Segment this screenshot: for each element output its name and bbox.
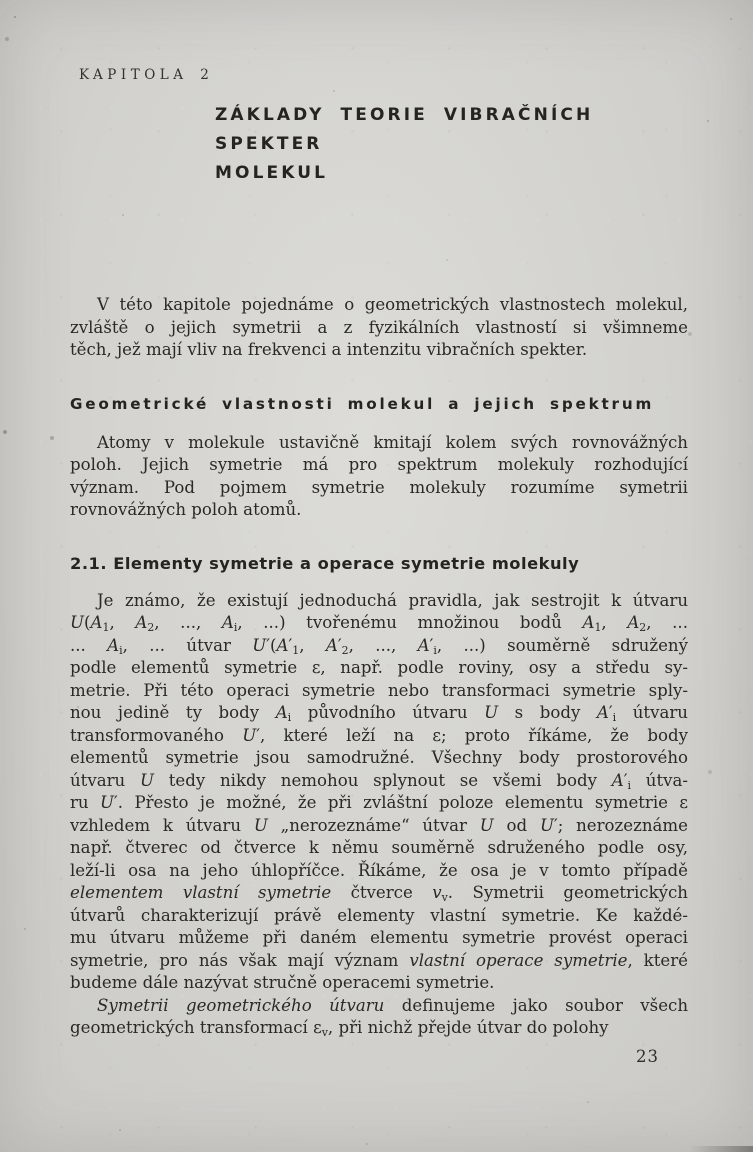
chapter-title-line-1: ZÁKLADY TEORIE VIBRAČNÍCH SPEKTER [215, 105, 594, 154]
paragraph [70, 995, 688, 1040]
chapter-label: KAPITOLA 2 [79, 67, 214, 83]
text-line: útvaru U tedy nikdy nemohou splynout se všemi body $A'_i$ útva- [70, 770, 688, 792]
text-line: metrie. Při této operaci symetrie nebo transformaci symetrie sply- [70, 680, 688, 700]
chapter-title-line-2: MOLEKUL [215, 163, 329, 183]
text-line: transformovaného U′, které leží na ε; proto říkáme, že body [70, 725, 688, 745]
text-line: elementů symetrie jsou samodružné. Všechny body prostorového [70, 748, 688, 767]
text-line: poloh. Jejich symetrie má pro spektrum molekuly rozhodující [70, 455, 688, 474]
text-line: vzhledem k útvaru U „nerozeznáme“ útvar U od U′; nerozeznáme [70, 815, 688, 835]
text-line: leží-li osa na jeho úhlopříčce. Říkáme, že osa je v tomto případě [70, 860, 688, 880]
chapter-title [215, 101, 685, 188]
text-line: geometrických transformací $\varepsilon_v$, při nichž přejde útvar do polohy [70, 1018, 609, 1040]
page-number: 23 [636, 1047, 659, 1066]
text-line: $U(A_1$, $A_2$, ..., $A_i$, ...) tvořenému množinou bodů $A_1$, $A_2$, ... [70, 613, 688, 635]
text-line: elementem vlastní symetrie čtverce $v_v$. Symetrii geometrických [70, 883, 688, 905]
text-line: nou jedině ty body $A_i$ původního útvaru U s body $A'_i$ útvaru [70, 703, 688, 725]
text-line: podle elementů symetrie ε, např. podle roviny, osy a středu sy- [70, 658, 688, 677]
text-line: rovnovážných poloh atomů. [70, 500, 302, 519]
scan-edge-artifact [689, 1146, 753, 1152]
section-heading: 2.1. Elementy symetrie a operace symetrie molekuly [70, 553, 580, 573]
paragraph [70, 432, 688, 522]
text-line: těch, jež mají vliv na frekvenci a intenzitu vibračních spekter. [70, 340, 588, 359]
text-line: význam. Pod pojmem symetrie molekuly rozumíme symetrii [70, 477, 688, 497]
section-heading: Geometrické vlastnosti molekul a jejich spektrum [70, 394, 655, 413]
text-line: ru U′. Přesto je možné, že při zvláštní poloze elementu symetrie ε [70, 793, 688, 812]
text-line: útvarů charakterizují právě elementy vlastní symetrie. Ke každé- [70, 905, 688, 925]
text-line: Je známo, že existují jednoduchá pravidla, jak sestrojit k útvaru [97, 590, 688, 610]
text-line: V této kapitole pojednáme o geometrických vlastnostech molekul, [97, 295, 688, 314]
paper-speckles [0, 0, 2, 2]
paragraph [70, 590, 688, 995]
text-line: Symetrii geometrického útvaru definujeme jako soubor všech [97, 995, 688, 1015]
text-line: ... $A_i$, ... útvar $U'(A'_1$, $A'_2$, ..., $A'_i$, ...) souměrně sdružený [70, 635, 688, 657]
text-line: zvláště o jejich symetrii a z fyzikálních vlastností si všimneme [70, 317, 688, 337]
text-line: symetrie, pro nás však mají význam vlastní operace symetrie, které [70, 950, 688, 970]
text-line: např. čtverec od čtverce k němu souměrně sdruženého podle osy, [70, 838, 688, 857]
text-column [70, 294, 688, 1040]
paragraph [70, 294, 688, 362]
text-line: Atomy v molekule ustavičně kmitají kolem svých rovnovážných [97, 432, 688, 452]
text-line: mu útvaru můžeme při daném elementu symetrie provést operaci [70, 928, 688, 947]
text-line: budeme dále nazývat stručně operacemi symetrie. [70, 973, 495, 992]
